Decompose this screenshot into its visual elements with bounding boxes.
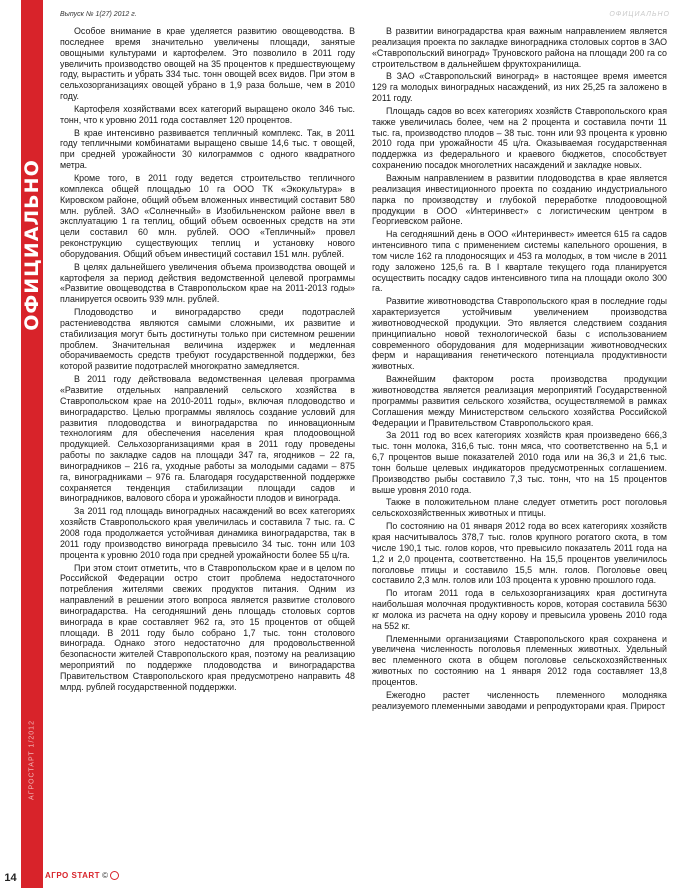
paragraph: Картофеля хозяйствами всех категорий выращено около 346 тыс. тонн, что к уровню 2011 года составляет 120 процентов.: [60, 103, 355, 125]
paragraph: В крае интенсивно развивается тепличный комплекс. Так, в 2011 году тепличными комбинатами выращено свыше 14,6 тыс. т овощей, при средней урожайности 30 килограммов с одного квадратного метра.: [60, 127, 355, 171]
paragraph: В ЗАО «Ставропольский виноград» в настоящее время имеется 129 га молодых виноградных насаждений, из них 25,25 га заложено в 2011 году.: [372, 71, 667, 104]
paragraph: Важным направлением в развитии плодоводства в крае является реализация инвестиционного проекта по созданию индустриального парка по производству и глубокой переработке плодоовощной продукции в ООО «Интеринвест» с логистическим центром в Георгиевском районе.: [372, 172, 667, 227]
left-column: [60, 26, 355, 695]
paragraph: Кроме того, в 2011 году ведется строительство тепличного комплекса общей площадью 10 га ООО ТК «Экокультура» в Кировском районе, общий объем вложенных инвестиций составит 580 млн. рублей. ЗАО «Солнечный» в Изобильненском районе ввел в эксплуатацию 1 га теплиц, общий объем освоенных средств на эти цели составил 60 млн. рублей. ООО «Тепличный» провел реконструкцию существующих теплиц и установку нового оборудования. Общий объем инвестиций составил 151 млн. рублей.: [60, 172, 355, 259]
footer-logo: [45, 871, 119, 885]
paragraph: Особое внимание в крае уделяется развитию овощеводства. В последнее время значительно увеличены площади, занятые овощными культурами и картофелем. Это позволило в 2011 году увеличить производство овощей на 35 процентов к предшествующему году, вырастить и убрать 334 тыс. тонн овощей всех видов. При этом в сельхозорганизациях овощей убрано в 1,9 раза больше, чем в 2010 году.: [60, 26, 355, 102]
paragraph: Ежегодно растет численность племенного молодняка реализуемого племенными заводами и репродукторами края. Прирост: [372, 689, 667, 711]
paragraph: В 2011 году действовала ведомственная целевая программа «Развитие отдельных направлений сельского хозяйства в Ставропольском крае на 2010-2011 годы», включая плодоводство и виноградарство. Целью программы являлось создание условий для развития плодоводства и виноградарства по инновационным технологиям для обеспечения населения края плодоовощной продукцией. Сельхозорганизациями края в 2011 году проведены работы по закладке садов на площади 347 га, ягодников – 22 га, виноградников – 216 га, уходные работы за молодыми садами – 875 га, виноградниками – 976 га. Благодаря государственной поддержке сохраняется тенденция стабилизации площади садов и виноградников, валового сбора и урожайности плодов и винограда.: [60, 374, 355, 504]
paragraph: Также в положительном плане следует отметить рост поголовья сельскохозяйственных животных и птицы.: [372, 497, 667, 519]
sidebar-title: [21, 159, 43, 331]
right-column: [372, 26, 667, 713]
sidebar-magazine-text: АГРОСТАРТ 1/2012: [28, 720, 36, 800]
sidebar-title-text: ОФИЦИАЛЬНО: [21, 159, 43, 331]
copyright-mark: ©: [102, 871, 109, 880]
logo-circle-icon: [110, 871, 119, 880]
paragraph: По итогам 2011 года в сельхозорганизациях края достигнута наибольшая молочная продуктивность коров, которая составила 5630 кг молока из расчета на одну корову и превысила уровень 2010 года на 552 кг.: [372, 588, 667, 631]
paragraph: Развитие животноводства Ставропольского края в последние годы характеризуется устойчивым увеличением производства животноводческой продукции. Это является следствием создания принципиально новой технологической базы с использованием современного оборудования для модернизации животноводческих ферм и наращивания генетического потенциала продуктивности животных.: [372, 296, 667, 372]
section-label: ОФИЦИАЛЬНО: [609, 11, 670, 18]
paragraph: В развитии виноградарства края важным направлением является реализация проекта по закладке виноградника столовых сортов в ЗАО «Ставропольский виноград» Труновского района на площади 200 га со строительством в дальнейшем фруктохранилища.: [372, 26, 667, 69]
paragraph: При этом стоит отметить, что в Ставропольском крае и в целом по Российской Федерации остро стоит проблема недостаточного потребления жителями свежих продуктов питания. Одним из направлений в решении этого вопроса является развитие столового виноградарства. На сегодняшний день площадь столовых сортов винограда в крае составляет 962 га, это 15 процентов от общей площади. В 2011 году было собрано 1,7 тыс. тонн столового винограда. Однако этого недостаточно для продовольственной безопасности жителей Ставропольского края, поэтому на реализацию мероприятий по поддержке плодоводства и виноградарства Правительством Ставропольского края предусмотрено направить 48 млрд. рублей государственной поддержки.: [60, 562, 355, 692]
page-header: [60, 8, 680, 22]
paragraph: Важнейшим фактором роста производства продукции животноводства является реализация мероприятий Государственной программы развития сельского хозяйства, осуществляемой в рамках Соглашения между Министерством сельского хозяйства Российской Федерации и Правительством Ставропольского края.: [372, 374, 667, 428]
sidebar-magazine: [21, 700, 43, 820]
issue-label: Выпуск № 1(27) 2012 г.: [60, 11, 137, 18]
paragraph: За 2011 год во всех категориях хозяйств края произведено 666,3 тыс. тонн молока, 316,6 тыс. тонн мяса, что соответственно на 5,1 и 6,7 процентов выше показателей 2010 года или на 36,3 и 21,6 тыс. тонн больше целевых индикаторов предусмотренных соглашением. Производство рыбы составило 7,3 тыс. тонн, что на 15 процентов выше уровня 2010 года.: [372, 430, 667, 495]
paragraph: Племенными организациями Ставропольского края сохранена и увеличена численность поголовья племенных животных. Удельный вес племенного скота в общем поголовье сельскохозяйственных животных по состоянию на 1 января 2012 года составляет 13,8 процентов.: [372, 633, 667, 687]
magazine-logo: АГРО START: [45, 871, 101, 880]
paragraph: На сегодняшний день в ООО «Интеринвест» имеется 615 га садов интенсивного типа с применением системы капельного орошения, в том числе 162 га плодоносящих и 453 га молодых, в том числе в 2011 году заложено 125,6 га. В I квартале текущего года планируется осуществить посадку садов интенсивного типа на площади около 300 га.: [372, 229, 667, 294]
paragraph: По состоянию на 01 января 2012 года во всех категориях хозяйств края насчитывалось 378,7 тыс. голов крупного рогатого скота, в том числе 190,1 тыс. голов коров, что превысило показатель 2011 года на 1,2 и 2,0 процента, соответственно. На 15,5 процентов увеличилось поголовье птицы и составило 15,5 млн. голов. Поголовье овец составило 2,3 млн. голов или 103 процента к уровню прошлого года.: [372, 521, 667, 586]
page-number: 14: [4, 872, 17, 884]
paragraph: Плодоводство и виноградарство среди подотраслей растениеводства являются самыми сложными, их развитие и стабилизация могут быть достигнуты только при системном решении проблем. Значительная величина издержек и медленная оборачиваемость средств требуют государственной поддержки, без которой развитие подотраслей многократно замедляется.: [60, 307, 355, 372]
paragraph: Площадь садов во всех категориях хозяйств Ставропольского края также увеличилась более, чем на 2 процента и составила почти 11 тыс. га, производство плодов – 38 тыс. тонн или 93 процента к уровню 2010 года при урожайности 45 ц/га. Оказываемая государственная поддержка из федерального и краевого бюджетов, способствует сохранению посадок многолетних насаждений и закладке новых.: [372, 105, 667, 171]
paragraph: В целях дальнейшего увеличения объема производства овощей и картофеля за период действия ведомственной целевой программы «Развитие овощеводства в Ставропольском крае на 2011-2013 годы» планируется освоить 939 млн. рублей.: [60, 261, 355, 305]
paragraph: За 2011 год площадь виноградных насаждений во всех категориях хозяйств Ставропольского края увеличилась и составила 7 тыс. га. С 2008 года продолжается устойчивая динамика виноградарства, так в 2011 году производство винограда превысило 34 тыс. тонн или 103 процента к уровню 2010 года при средней урожайности более 55 ц/га.: [60, 506, 355, 560]
